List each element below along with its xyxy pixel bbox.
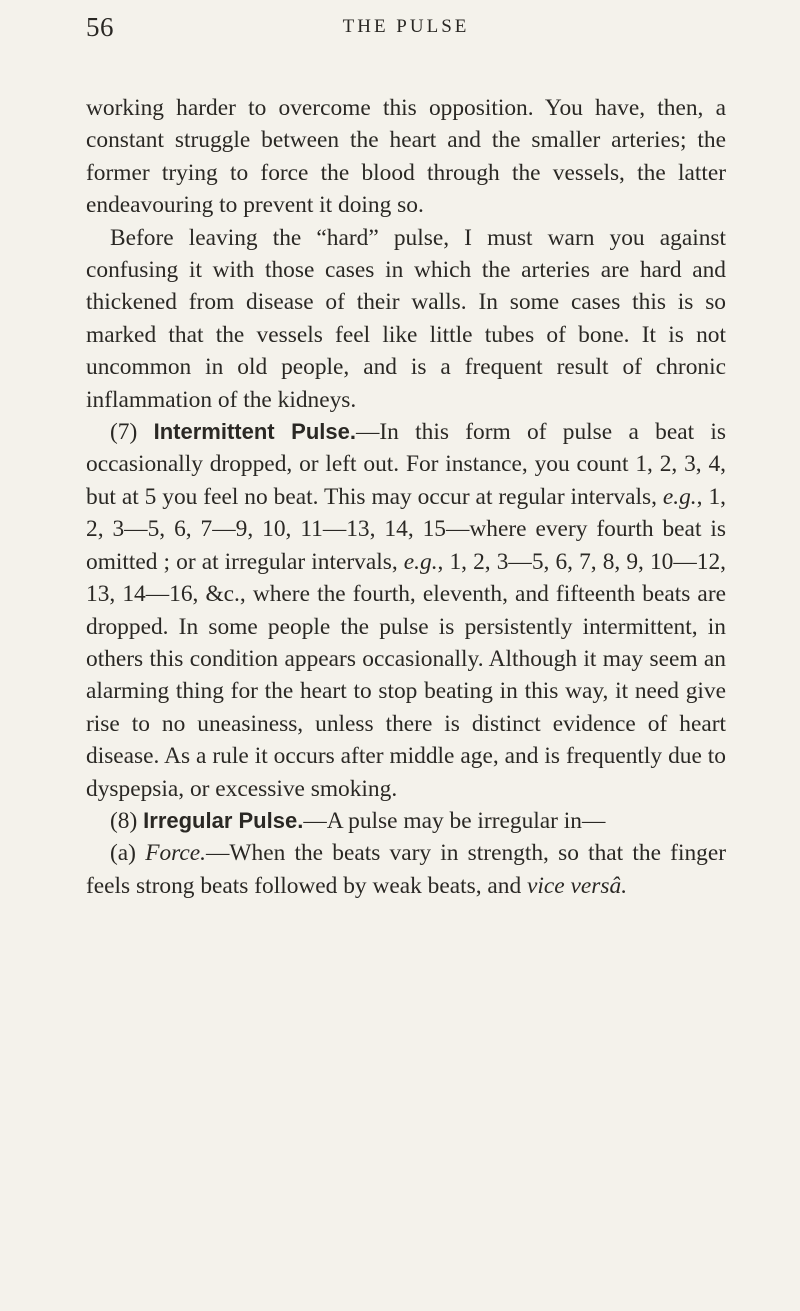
paragraph-continuation: working harder to overcome this opposition. You have, then, a constant struggle between the heart and the smaller arteries; the former trying to force the blood through the vessels, the latter endeavouring to prevent it doing so. (86, 95, 726, 219)
section-number: (7) (110, 419, 138, 446)
body-text (86, 92, 726, 902)
section-heading-intermittent: Intermittent Pulse. (153, 419, 356, 445)
paragraph-text: , 1, 2, 3—5, 6, 7—9, 10, 11—13, 14, 15—where every fourth beat is omitted ; or at irregular intervals, (86, 483, 726, 575)
abbreviation-eg: e.g. (662, 483, 697, 510)
section-heading-irregular: Irregular Pulse. (143, 807, 304, 833)
running-head: THE PULSE (342, 16, 470, 37)
paragraph-force (86, 837, 726, 902)
page-header (86, 10, 726, 44)
section-number: (8) (110, 807, 138, 834)
subsection-label: (a) (110, 840, 136, 867)
phrase-vice-versa: vice versâ. (527, 872, 628, 899)
paragraph-text: —When the beats vary in strength, so that the finger feels strong beats followed by weak beats, and (86, 840, 727, 899)
abbreviation-eg: e.g. (403, 548, 438, 575)
paragraph-hard-pulse-warning: Before leaving the “hard” pulse, I must warn you against confusing it with those cases in which the arteries are hard and thickened from disease of their walls. In some cases this is so marked that the vessels feel like little tubes of bone. It is not uncommon in old people, and is a frequent result of chronic inflammation of the kidneys. (86, 224, 726, 413)
paragraph-text: —A pulse may be irregular in— (303, 807, 606, 834)
paragraph-intermittent-pulse (86, 416, 726, 805)
page-number: 56 (86, 12, 114, 42)
subsection-term-force: Force. (145, 840, 207, 867)
paragraph-text: —In this form of pulse a beat is occasionally dropped, or left out. For instance, you count 1, 2, 3, 4, but at 5 you feel no beat. This may occur at regular intervals, (86, 419, 726, 510)
paragraph-irregular-pulse (86, 805, 726, 837)
paragraph-text: , 1, 2, 3—5, 6, 7, 8, 9, 10—12, 13, 14—16, &c., where the fourth, eleventh, and fifteenth beats are dropped. In some people the pulse is persistently intermittent, in others this condition appears occasionally. Although it may seem an alarming thing for the heart to stop beating in this way, it need give rise to no uneasiness, unless there is distinct evidence of heart disease. As a rule it occurs after middle age, and is frequently due to dyspepsia, or excessive smoking. (86, 548, 726, 802)
